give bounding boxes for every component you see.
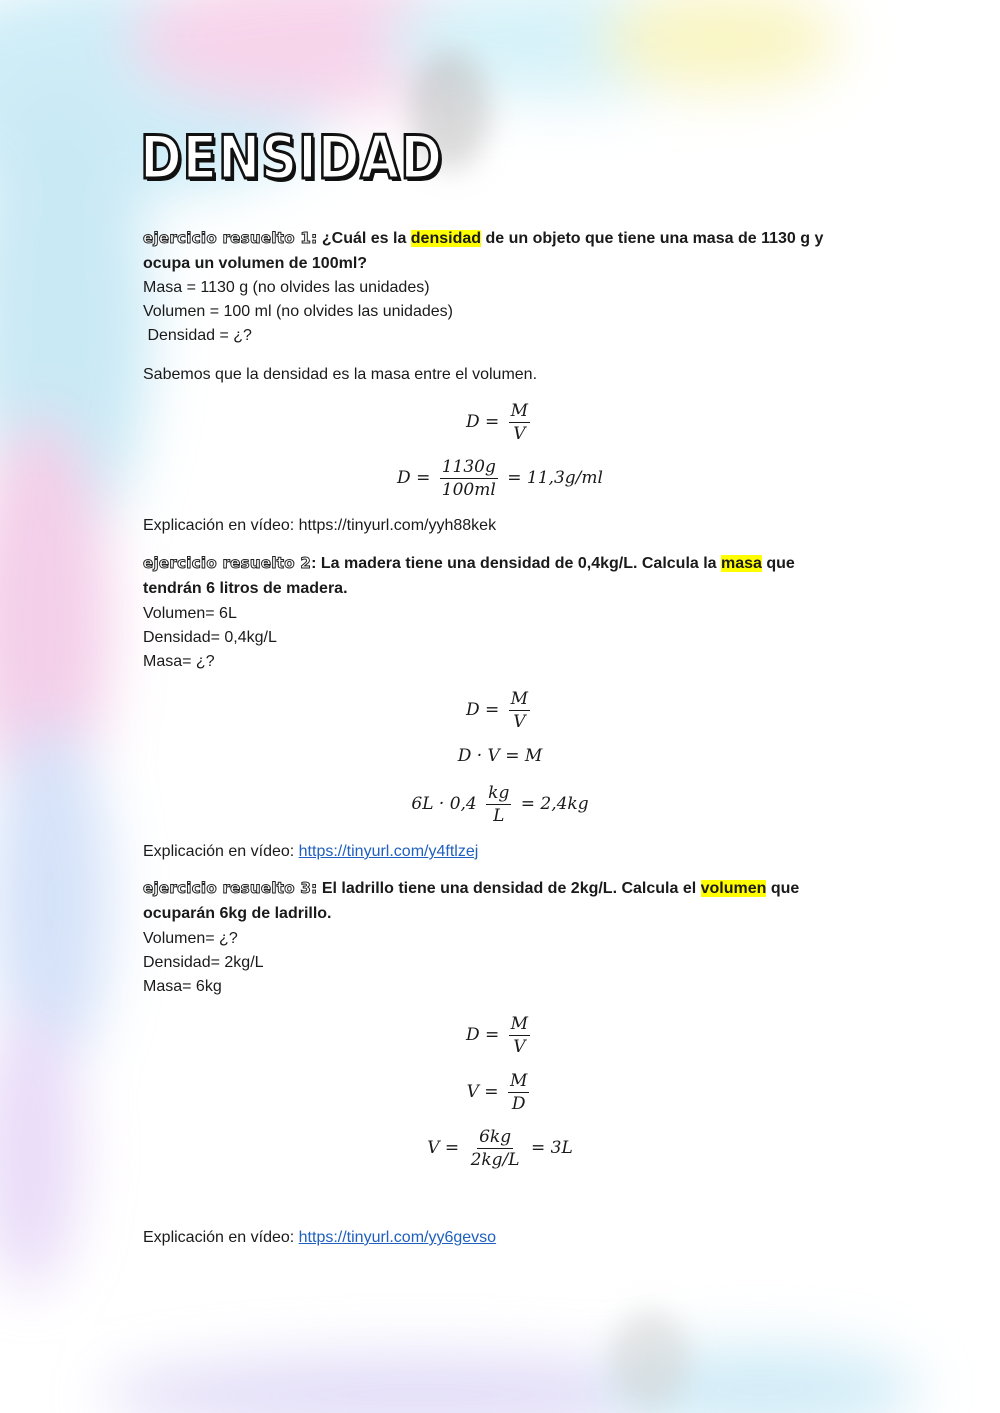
ex3-volumen: Volumen= ¿? <box>143 930 238 947</box>
ex1-eq2-lhs: D = <box>397 468 431 488</box>
ex2-question-pre: : La madera tiene una densidad de 0,4kg/L. Calcula la <box>311 555 722 572</box>
ex3-highlight: volumen <box>700 880 767 897</box>
ex3-eq3-num: 6kg <box>479 1127 512 1147</box>
ex2-eq3-fraction <box>486 782 511 827</box>
ex3-question-post: que <box>766 880 800 897</box>
ex1-video: Explicación en vídeo: https://tinyurl.com/yyh88kek <box>143 517 497 534</box>
ex1-question <box>143 228 823 249</box>
ex2-label: ejercicio resuelto 2 <box>143 554 312 572</box>
ex2-highlight: masa <box>721 555 762 572</box>
ex2-eq1-fraction <box>509 688 530 733</box>
ex2-eq1-num: M <box>510 689 529 709</box>
ex3-question-pre: El ladrillo tiene una densidad de 2kg/L. Calcula el <box>317 880 701 897</box>
ex1-eq2-den: 100ml <box>441 480 496 500</box>
ex3-eq3-lhs: V = <box>427 1138 460 1158</box>
ex2-video-link[interactable]: https://tinyurl.com/y4ftlzej <box>298 843 479 860</box>
ex1-formula-result <box>0 456 1000 501</box>
ex2-formula-result <box>0 782 1000 827</box>
ex3-video-link[interactable]: https://tinyurl.com/yy6gevso <box>298 1229 497 1246</box>
ex3-eq3-fraction <box>469 1126 522 1171</box>
ex1-eq2-rhs: = 11,3g/ml <box>507 468 603 488</box>
ex3-formula-volume <box>0 1070 1000 1115</box>
ex1-eq2-num: 1130g <box>441 457 496 477</box>
ex3-eq1-fraction <box>509 1013 530 1058</box>
ex1-eq1-lhs: D = <box>465 412 500 432</box>
ex3-eq3-rhs: = 3L <box>531 1138 573 1158</box>
ex3-question-line2: ocuparán 6kg de ladrillo. <box>143 905 332 922</box>
ex2-volumen: Volumen= 6L <box>143 605 237 622</box>
ex3-video <box>143 1228 496 1248</box>
ex3-video-label: Explicación en vídeo: <box>143 1229 299 1246</box>
ex2-formula-density <box>0 688 1000 733</box>
ex1-highlight: densidad <box>410 230 482 247</box>
ex2-densidad: Densidad= 0,4kg/L <box>143 629 277 646</box>
ex2-question-post: que <box>761 555 795 572</box>
ex2-question <box>143 553 795 574</box>
ex2-video <box>143 842 478 862</box>
ex1-densidad: Densidad = ¿? <box>143 327 252 344</box>
ex3-eq2-num: M <box>509 1071 528 1091</box>
ex2-eq3-rhs: = 2,4kg <box>520 794 589 814</box>
ex3-eq1-lhs: D = <box>465 1025 500 1045</box>
ex3-eq2-den: D <box>511 1094 526 1114</box>
ex2-masa: Masa= ¿? <box>143 653 215 670</box>
ex3-masa: Masa= 6kg <box>143 978 222 995</box>
ex3-formula-density <box>0 1013 1000 1058</box>
ex3-formula-result <box>0 1126 1000 1171</box>
ex2-eq3-lhs: 6L · 0,4 <box>411 794 477 814</box>
ex1-explanation: Sabemos que la densidad es la masa entre el volumen. <box>143 366 538 383</box>
ex3-eq1-num: M <box>510 1014 529 1034</box>
ex2-eq3-den: L <box>493 806 505 826</box>
ex1-question-line2: ocupa un volumen de 100ml? <box>143 255 368 272</box>
ex3-question <box>143 878 799 899</box>
ex1-question-pre: ¿Cuál es la <box>321 230 411 247</box>
ex1-label: ejercicio resuelto 1: <box>143 229 318 247</box>
ex2-eq1-lhs: D = <box>465 700 500 720</box>
ex2-question-line2: tendrán 6 litros de madera. <box>143 580 348 597</box>
ex3-eq2-fraction <box>508 1070 529 1115</box>
ex3-eq3-den: 2kg/L <box>470 1150 520 1170</box>
ex2-video-label: Explicación en vídeo: <box>143 843 299 860</box>
ex1-volumen: Volumen = 100 ml (no olvides las unidades) <box>143 303 453 320</box>
page-title: DENSIDAD <box>140 123 443 193</box>
ex2-eq3-num: kg <box>488 783 510 803</box>
ex1-eq1-den: V <box>513 424 526 444</box>
ex1-formula-density <box>0 400 1000 445</box>
ex3-eq1-den: V <box>513 1037 526 1057</box>
ex1-eq1-num: M <box>510 401 529 421</box>
ex2-eq1-den: V <box>513 712 526 732</box>
ex1-eq1-fraction <box>509 400 530 445</box>
ex1-question-post: de un objeto que tiene una masa de 1130 g y <box>481 230 824 247</box>
ex3-label: ejercicio resuelto 3: <box>143 879 318 897</box>
ex2-formula-mass: D · V = M <box>457 746 543 766</box>
ex3-eq2-lhs: V = <box>466 1082 499 1102</box>
ex3-densidad: Densidad= 2kg/L <box>143 954 264 971</box>
ex1-eq2-fraction <box>440 456 498 501</box>
ex1-masa: Masa = 1130 g (no olvides las unidades) <box>143 279 430 296</box>
